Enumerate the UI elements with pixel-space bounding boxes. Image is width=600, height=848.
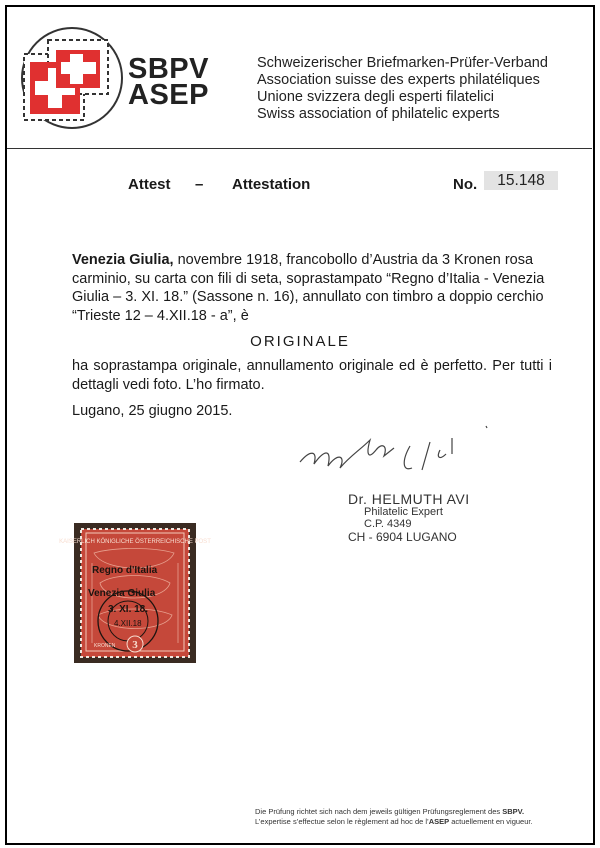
footer-line-fr xyxy=(255,817,533,827)
footer-fr-strong: ASEP xyxy=(428,817,450,826)
footer-fr-text-a: L’expertise s’effectue selon le règlement ad hoc de l’ xyxy=(255,817,429,826)
expert-title: Philatelic Expert xyxy=(364,505,443,518)
verdict-heading: ORIGINALE xyxy=(250,333,350,350)
overprint-date: 3. XI. 18. xyxy=(108,604,149,615)
stamp-top-band: KAISERLICH KÖNIGLICHE ÖSTERREICHISCHE POST xyxy=(59,539,211,545)
certificate-number-label: No. xyxy=(453,176,478,193)
stamp-image xyxy=(59,523,211,663)
footer-fr-text-b: actuellement en vigueur. xyxy=(449,817,533,826)
stamp-denomination: 3 xyxy=(132,639,138,651)
stamp-description xyxy=(72,251,550,325)
brand-asep: ASEP xyxy=(128,79,209,111)
stamp-subject: Venezia Giulia, xyxy=(72,252,174,268)
footer-line-de xyxy=(255,807,533,817)
stamp-value-text: KRONEN xyxy=(94,643,116,649)
expert-name: Dr. HELMUTH AVI xyxy=(348,491,470,507)
postmark-date: 4.XII.18 xyxy=(114,619,142,628)
expert-signature xyxy=(290,420,510,490)
overprint-regno: Regno d'Italia xyxy=(92,565,158,576)
brand-sbpv: SBPV xyxy=(128,53,209,85)
swiss-cross-stamp-logo xyxy=(12,22,132,142)
association-name-it: Unione svizzera degli esperti filatelici xyxy=(257,89,494,105)
heading-dash: – xyxy=(195,176,204,193)
heading-attest: Attest xyxy=(128,176,171,193)
brand-acronyms xyxy=(128,53,209,111)
association-name-de: Schweizerischer Briefmarken-Prüfer-Verband xyxy=(257,55,548,71)
overprint-venezia: Venezia Giulia xyxy=(88,588,156,599)
footer-disclaimer xyxy=(255,807,533,827)
expert-city: CH - 6904 LUGANO xyxy=(348,529,457,544)
expert-rubber-stamp xyxy=(348,493,470,543)
verdict-text: ha soprastampa originale, annullamento originale ed è perfetto. Per tutti i dettagli vedi foto. L’ho firmato. xyxy=(72,358,552,393)
footer-de-text: Die Prüfung richtet sich nach dem jeweils gültigen Prüfungsreglement des xyxy=(255,807,501,816)
place-date: Lugano, 25 giugno 2015. xyxy=(72,403,233,419)
heading-attestation: Attestation xyxy=(232,176,311,193)
footer-de-strong: SBPV. xyxy=(502,807,525,816)
association-name-fr: Association suisse des experts philatéliques xyxy=(257,72,540,88)
certificate-number: 15.148 xyxy=(484,171,558,190)
association-names xyxy=(257,55,548,123)
association-name-en: Swiss association of philatelic experts xyxy=(257,106,500,122)
header-divider xyxy=(7,148,592,149)
stamp-description-text: novembre 1918, francobollo d’Austria da 3 Kronen rosa carminio, su carta con fili di seta, soprastampato “Regno d’Italia - Venezia Giulia – 3. XI. 18.” (Sassone n. 16), annullato con timbro a doppio cerchio “Trieste 12 – 4.XII.18 - a”, è xyxy=(72,252,545,324)
stamp-photo xyxy=(59,523,211,663)
expert-po-box: C.P. 4349 xyxy=(364,518,412,530)
